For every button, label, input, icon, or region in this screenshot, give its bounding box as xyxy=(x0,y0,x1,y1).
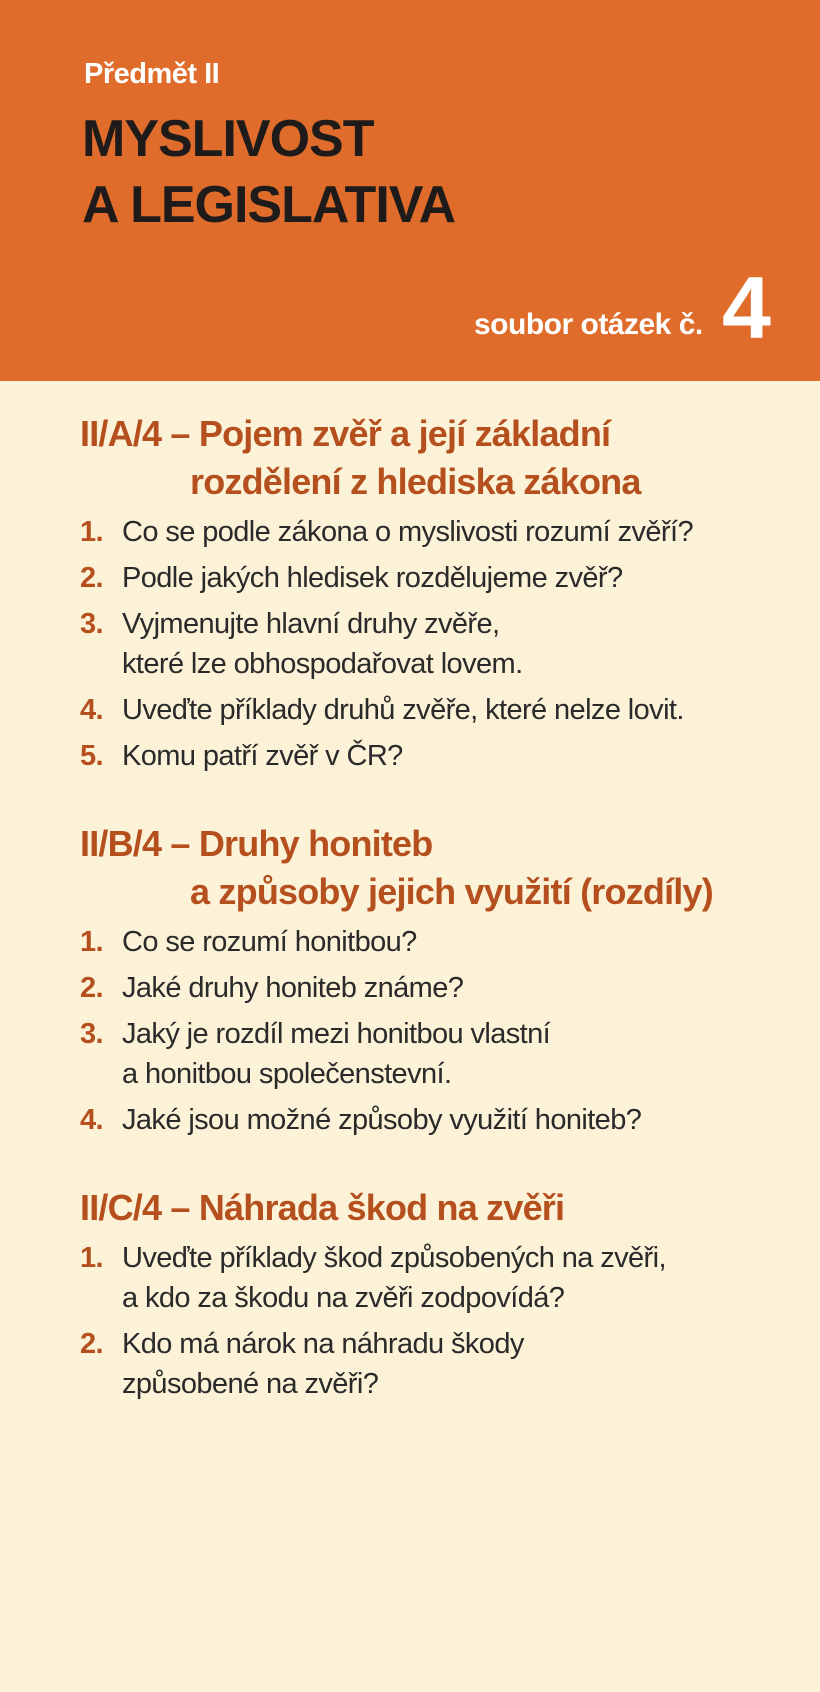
question-item xyxy=(80,1100,800,1140)
question-text: Jaké druhy honiteb známe? xyxy=(122,972,464,1004)
section-b xyxy=(80,820,800,1140)
question-number: 2. xyxy=(80,972,103,1004)
question-item xyxy=(80,558,800,598)
section-c xyxy=(80,1184,800,1404)
section-title xyxy=(80,410,800,506)
question-set-number: 4 xyxy=(722,258,771,357)
question-item xyxy=(80,1324,800,1404)
question-number: 1. xyxy=(80,926,103,958)
page-title xyxy=(82,106,455,238)
question-item xyxy=(80,1238,800,1318)
section-title-line-2: rozdělení z hlediska zákona xyxy=(190,461,641,502)
section-title xyxy=(80,1184,800,1232)
question-item xyxy=(80,968,800,1008)
section-title-line-1: II/A/4 – Pojem zvěř a její základní xyxy=(80,413,611,454)
question-item xyxy=(80,922,800,962)
question-number: 5. xyxy=(80,740,103,772)
section-title xyxy=(80,820,800,916)
question-text: Co se rozumí honitbou? xyxy=(122,926,417,958)
question-text: Komu patří zvěř v ČR? xyxy=(122,740,403,772)
subject-label: Předmět II xyxy=(84,58,220,90)
question-text: Jaké jsou možné způsoby využití honiteb? xyxy=(122,1104,642,1136)
section-title-line-1: II/B/4 – Druhy honiteb xyxy=(80,823,433,864)
question-number: 1. xyxy=(80,1242,103,1274)
question-item xyxy=(80,736,800,776)
question-text: Jaký je rozdíl mezi honitbou vlastní a honitbou společenstevní. xyxy=(122,1018,551,1090)
question-number: 2. xyxy=(80,1328,103,1360)
question-number: 1. xyxy=(80,516,103,548)
question-number: 3. xyxy=(80,1018,103,1050)
question-number: 4. xyxy=(80,1104,103,1136)
question-text: Kdo má nárok na náhradu škody způsobené na zvěři? xyxy=(122,1328,524,1400)
question-text: Uveďte příklady škod způsobených na zvěři, a kdo za škodu na zvěři zodpovídá? xyxy=(122,1242,666,1314)
question-text: Uveďte příklady druhů zvěře, které nelze lovit. xyxy=(122,694,684,726)
section-title-line-1: II/C/4 – Náhrada škod na zvěři xyxy=(80,1187,565,1228)
question-text: Vyjmenujte hlavní druhy zvěře, které lze obhospodařovat lovem. xyxy=(122,608,523,680)
question-item xyxy=(80,1014,800,1094)
question-number: 3. xyxy=(80,608,103,640)
section-title-line-2: a způsoby jejich využití (rozdíly) xyxy=(190,871,713,912)
section-a xyxy=(80,410,800,776)
question-number: 4. xyxy=(80,694,103,726)
question-set-label: soubor otázek č. xyxy=(474,308,703,341)
question-number: 2. xyxy=(80,562,103,594)
question-text: Podle jakých hledisek rozdělujeme zvěř? xyxy=(122,562,623,594)
question-item xyxy=(80,690,800,730)
question-text: Co se podle zákona o myslivosti rozumí zvěří? xyxy=(122,516,693,548)
title-line-2: A LEGISLATIVA xyxy=(82,176,456,234)
title-line-1: MYSLIVOST xyxy=(82,110,374,168)
question-list xyxy=(80,410,800,1448)
question-item xyxy=(80,512,800,552)
question-item xyxy=(80,604,800,684)
header-band xyxy=(0,0,820,381)
